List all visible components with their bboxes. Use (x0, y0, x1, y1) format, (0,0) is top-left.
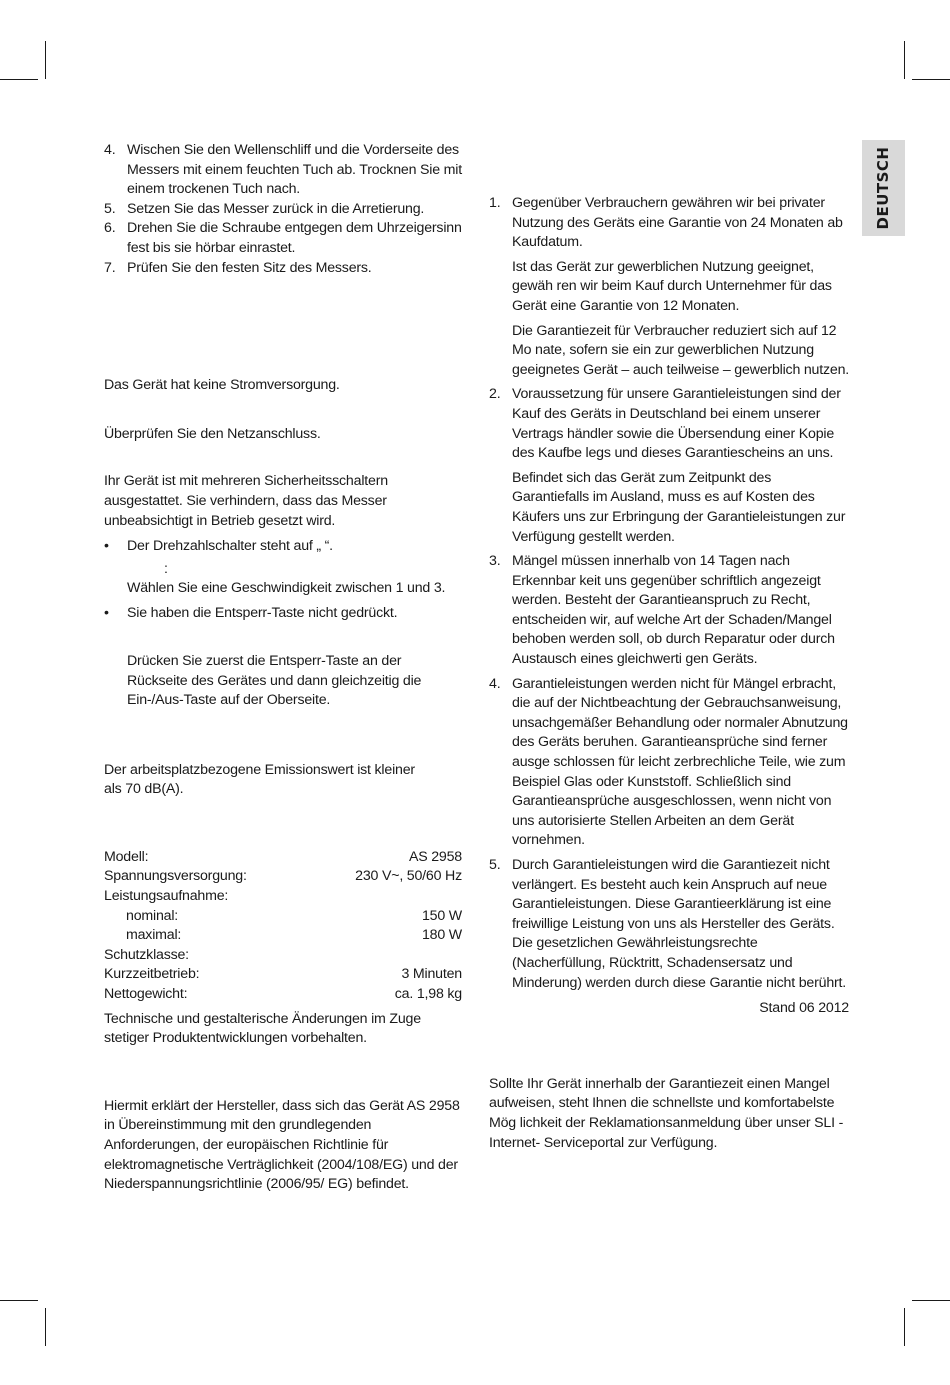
trouble-solution: Überprüfen Sie den Netzanschluss. (104, 425, 321, 442)
spec-row: Leistungsaufnahme: (104, 888, 229, 905)
warranty-terms-list (489, 194, 849, 993)
language-tab-label: DEUTSCH (873, 146, 892, 230)
safety-intro: Ihr Gerät ist mit mehreren Sicherheitsschaltern ausgestattet. Sie verhindern, dass das Messer unbeabsichtigt in Betrieb gesetzt wird. (104, 473, 388, 529)
solution-text: Wählen Sie eine Geschwindigkeit zwischen 1 und 3. (127, 579, 446, 596)
crop-mark (45, 1308, 46, 1346)
list-item: • Der Drehzahlschalter steht auf „ “. : Wählen Sie eine Geschwindigkeit zwischen 1 und 3. (104, 537, 462, 598)
safety-causes-list (104, 537, 462, 711)
conformity-declaration: Hiermit erklärt der Hersteller, dass sich das Gerät AS 2958 in Übereinstimmung mit den grundlegenden Anforderungen, der europäischen Richtlinie für elektromagnetische Verträglichkeit (2004/108/EG) und der Niederspannungsrichtlinie (2006/95/ EG) befindet. (104, 1097, 460, 1193)
crop-mark (0, 79, 38, 80)
cause-text: Der Drehzahlschalter steht auf „ “. (127, 538, 333, 555)
list-item: • Sie haben die Entsperr-Taste nicht gedrückt. Drücken Sie zuerst die Entsperr-Taste an der Rückseite des Gerätes und dann gleichzeitig die Ein-/Aus-Taste auf der Oberseite. (104, 604, 462, 710)
solution-text: Drücken Sie zuerst die Entsperr-Taste an der Rückseite des Gerätes und dann gleichzeitig die Ein-/Aus-Taste auf der Oberseite. (127, 652, 422, 709)
list-item: 1. Gegenüber Verbrauchern gewähren wir bei privater Nutzung des Geräts eine Garantie von 24 Monaten ab Kaufdatum. Ist das Gerät zur gewerblichen Nutzung geeignet, gewäh ren wir beim Kauf durch Unternehmer für das Gerät eine Garantie von 12 Monaten. Die Garantiezeit für Verbraucher reduziert sich auf 12 Mo nate, sofern sie ein zur gewerblichen Nutzung geeignetes Gerät – auch teilweise – gewerblich nutzen. (489, 195, 850, 378)
stand-date: Stand 06 2012 (759, 1000, 849, 1017)
spec-row: Kurzzeitbetrieb: 3 Minuten (104, 966, 462, 983)
language-tab (862, 140, 905, 236)
technical-data (104, 848, 462, 1005)
changes-note: Technische und gestalterische Änderungen im Zuge stetiger Produktentwicklungen vorbehalten. (104, 1010, 421, 1047)
list-item: 5. Setzen Sie das Messer zurück in die Arretierung. (104, 200, 425, 217)
crop-mark (0, 1300, 38, 1301)
crop-mark (912, 79, 950, 80)
list-item: 3. Mängel müssen innerhalb von 14 Tagen nach Erkennbar keit uns gegenüber schriftlich angezeigt werden. Besteht der Garantieanspruch zu Recht, entscheiden wir, auf welche Art der Schaden/Mangel behoben werden soll, ob durch Reparatur oder durch Austausch eines gleichwerti gen Geräts. (489, 553, 835, 668)
list-item: 6. Drehen Sie die Schraube entgegen dem Uhrzeigersinn fest bis sie hörbar einrastet. (104, 220, 462, 256)
spec-row: Nettogewicht: ca. 1,98 kg (104, 986, 462, 1003)
left-column (104, 141, 462, 1195)
list-item: 4. Wischen Sie den Wellenschliff und die Vorderseite des Messers mit einem feuchten Tuch ab. Trocknen Sie mit einem trockenen Tuch nach. (104, 142, 462, 198)
list-item: 4. Garantieleistungen werden nicht für Mängel erbracht, die auf der Nichtbeachtung der Gebrauchsanweisung, unsachgemäßer Behandlung oder normaler Abnutzung des Geräts beruhen. Garantieansprüche sind ferner ausge schlossen für leicht zerbrechliche Teile, wie zum Beispiel Glas oder Kunststoff. Schließlich sind Garantieansprüche ausgeschlossen, wenn nicht von uns autorisierte Stellen Arbeiten an dem Gerät vornehmen. (489, 675, 848, 849)
right-column (489, 194, 849, 1153)
spec-row: nominal: 150 W (126, 907, 462, 924)
crop-mark (904, 41, 905, 79)
spec-row: Modell: AS 2958 (104, 848, 462, 865)
spec-row: Spannungsversorgung: 230 V~, 50/60 Hz (104, 868, 462, 885)
list-item: 7. Prüfen Sie den festen Sitz des Messers. (104, 259, 372, 276)
crop-mark (45, 41, 46, 79)
cleaning-steps-list (104, 141, 462, 278)
trouble-problem: Das Gerät hat keine Stromversorgung. (104, 377, 340, 394)
noise-emission: Der arbeitsplatzbezogene Emissionswert ist kleiner als 70 dB(A). (104, 761, 415, 798)
spec-row: Schutzklasse: (104, 946, 189, 963)
crop-mark (912, 1300, 950, 1301)
list-item: 5. Durch Garantieleistungen wird die Garantiezeit nicht verlängert. Es besteht auch kein Anspruch auf neue Garantieleistungen. Diese Garantieerklärung ist eine freiwillige Leistung von uns als Hersteller des Geräts. Die gesetzlichen Gewährleistungsrechte (Nacherfüllung, Rücktritt, Schadensersatz und Minderung) werden durch diese Garantie nicht berührt. (489, 857, 847, 991)
spec-row: maximal: 180 W (126, 927, 462, 944)
cause-text: Sie haben die Entsperr-Taste nicht gedrückt. (127, 605, 398, 622)
list-item: 2. Voraussetzung für unsere Garantieleistungen sind der Kauf des Geräts in Deutschland bei einem unserer Vertrags händler sowie die Übersendung einer Kopie des Kaufbe legs und dieses Garantiescheins an uns. Befindet sich das Gerät zum Zeitpunkt des Garantiefalls im Ausland, muss es auf Kosten des Käufers uns zur Erbringung der Garantieleistungen zur Verfügung gestellt werden. (489, 386, 846, 545)
colon-mark: : (164, 560, 168, 577)
service-portal-text: Sollte Ihr Gerät innerhalb der Garantiezeit einen Mangel aufweisen, steht Ihnen die schnellste und komfortabelste Mög lichkeit der Reklamationsanmeldung über unser SLI - Internet- Serviceportal zur Verfügung. (489, 1075, 844, 1151)
crop-mark (904, 1308, 905, 1346)
